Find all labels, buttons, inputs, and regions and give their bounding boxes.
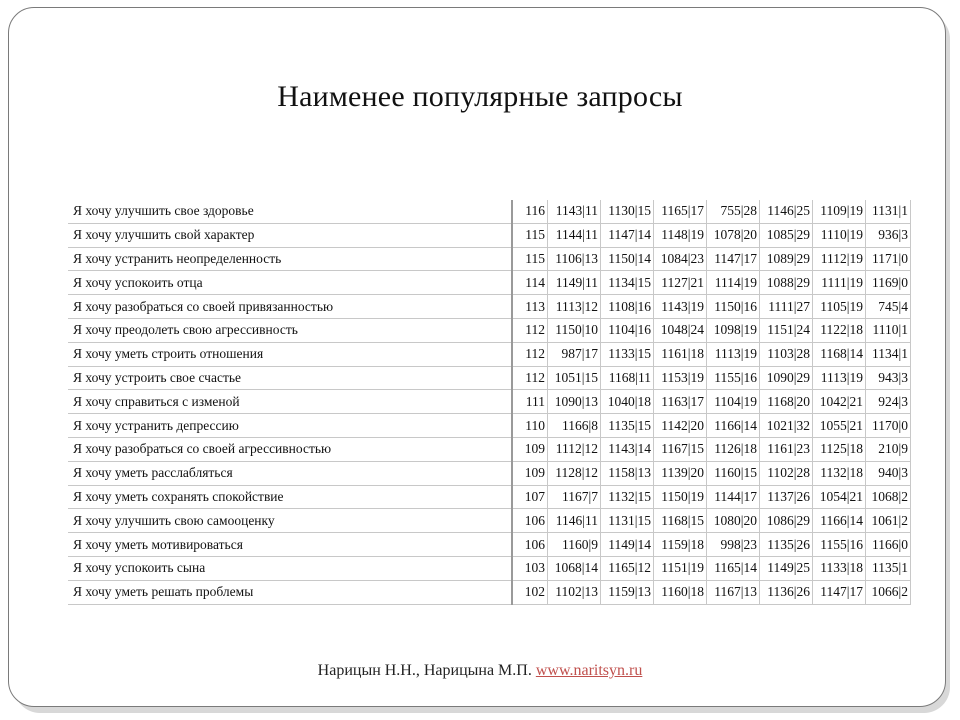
query-cell: Я хочу улучшить свою самооценку [68, 509, 512, 533]
value-cell: 1151|19 [654, 556, 707, 580]
value-cell: 1166|14 [813, 509, 866, 533]
footer-link[interactable]: www.naritsyn.ru [535, 662, 643, 679]
value-cell: 1085|29 [760, 223, 813, 247]
value-cell: 210|9 [866, 437, 911, 461]
table-row [68, 223, 911, 247]
value-cell: 1163|17 [654, 390, 707, 414]
value-cell: 1139|20 [654, 461, 707, 485]
query-cell: Я хочу уметь сохранять спокойствие [68, 485, 512, 509]
value-cell: 1143|19 [654, 295, 707, 319]
value-cell: 1168|11 [601, 366, 654, 390]
table-row [68, 509, 911, 533]
value-cell: 1104|16 [601, 318, 654, 342]
value-cell: 1147|17 [707, 247, 760, 271]
table-row [68, 295, 911, 319]
count-cell: 112 [512, 366, 548, 390]
value-cell: 1142|20 [654, 414, 707, 438]
value-cell: 943|3 [866, 366, 911, 390]
value-cell: 1151|24 [760, 318, 813, 342]
footer [0, 662, 960, 680]
value-cell: 1150|16 [707, 295, 760, 319]
count-cell: 106 [512, 509, 548, 533]
query-cell: Я хочу справиться с изменой [68, 390, 512, 414]
count-cell: 109 [512, 461, 548, 485]
value-cell: 1086|29 [760, 509, 813, 533]
value-cell: 1155|16 [707, 366, 760, 390]
value-cell: 1125|18 [813, 437, 866, 461]
value-cell: 1168|15 [654, 509, 707, 533]
value-cell: 1148|19 [654, 223, 707, 247]
value-cell: 998|23 [707, 533, 760, 557]
value-cell: 1110|1 [866, 318, 911, 342]
table-row [68, 556, 911, 580]
value-cell: 1127|21 [654, 271, 707, 295]
value-cell: 1168|20 [760, 390, 813, 414]
value-cell: 1167|15 [654, 437, 707, 461]
value-cell: 1111|19 [813, 271, 866, 295]
value-cell: 1108|16 [601, 295, 654, 319]
count-cell: 112 [512, 318, 548, 342]
value-cell: 1168|14 [813, 342, 866, 366]
value-cell: 1098|19 [707, 318, 760, 342]
value-cell: 1102|13 [548, 580, 601, 604]
value-cell: 1149|14 [601, 533, 654, 557]
value-cell: 1155|16 [813, 533, 866, 557]
value-cell: 1111|27 [760, 295, 813, 319]
value-cell: 1169|0 [866, 271, 911, 295]
value-cell: 1080|20 [707, 509, 760, 533]
table-row [68, 390, 911, 414]
value-cell: 1146|11 [548, 509, 601, 533]
value-cell: 1143|14 [601, 437, 654, 461]
value-cell: 924|3 [866, 390, 911, 414]
value-cell: 1105|19 [813, 295, 866, 319]
query-cell: Я хочу улучшить свое здоровье [68, 200, 512, 223]
value-cell: 1159|13 [601, 580, 654, 604]
value-cell: 1114|19 [707, 271, 760, 295]
value-cell: 1089|29 [760, 247, 813, 271]
value-cell: 1109|19 [813, 200, 866, 223]
value-cell: 1150|10 [548, 318, 601, 342]
table-row [68, 437, 911, 461]
query-cell: Я хочу уметь строить отношения [68, 342, 512, 366]
value-cell: 1150|14 [601, 247, 654, 271]
value-cell: 1135|26 [760, 533, 813, 557]
count-cell: 115 [512, 223, 548, 247]
value-cell: 1126|18 [707, 437, 760, 461]
value-cell: 1166|8 [548, 414, 601, 438]
value-cell: 940|3 [866, 461, 911, 485]
count-cell: 113 [512, 295, 548, 319]
value-cell: 1135|1 [866, 556, 911, 580]
value-cell: 1090|29 [760, 366, 813, 390]
table-row [68, 318, 911, 342]
table-row [68, 414, 911, 438]
value-cell: 1165|12 [601, 556, 654, 580]
count-cell: 109 [512, 437, 548, 461]
count-cell: 116 [512, 200, 548, 223]
value-cell: 1128|12 [548, 461, 601, 485]
value-cell: 1160|18 [654, 580, 707, 604]
value-cell: 1167|13 [707, 580, 760, 604]
table-row [68, 485, 911, 509]
value-cell: 1143|11 [548, 200, 601, 223]
value-cell: 1061|2 [866, 509, 911, 533]
value-cell: 1144|17 [707, 485, 760, 509]
query-cell: Я хочу преодолеть свою агрессивность [68, 318, 512, 342]
value-cell: 1133|15 [601, 342, 654, 366]
value-cell: 1106|13 [548, 247, 601, 271]
value-cell: 1135|15 [601, 414, 654, 438]
value-cell: 1054|21 [813, 485, 866, 509]
value-cell: 936|3 [866, 223, 911, 247]
query-cell: Я хочу уметь решать проблемы [68, 580, 512, 604]
value-cell: 1112|19 [813, 247, 866, 271]
value-cell: 1134|15 [601, 271, 654, 295]
value-cell: 1130|15 [601, 200, 654, 223]
value-cell: 1113|19 [707, 342, 760, 366]
table-row [68, 247, 911, 271]
value-cell: 1166|0 [866, 533, 911, 557]
value-cell: 1068|14 [548, 556, 601, 580]
value-cell: 1112|12 [548, 437, 601, 461]
value-cell: 1048|24 [654, 318, 707, 342]
value-cell: 1113|12 [548, 295, 601, 319]
count-cell: 106 [512, 533, 548, 557]
value-cell: 1160|15 [707, 461, 760, 485]
count-cell: 103 [512, 556, 548, 580]
table-row [68, 366, 911, 390]
value-cell: 1078|20 [707, 223, 760, 247]
value-cell: 745|4 [866, 295, 911, 319]
table-row [68, 461, 911, 485]
queries-table [68, 200, 911, 605]
query-cell: Я хочу разобраться со своей привязанностью [68, 295, 512, 319]
value-cell: 1165|14 [707, 556, 760, 580]
value-cell: 1113|19 [813, 366, 866, 390]
footer-authors: Нарицын Н.Н., Нарицына М.П. [317, 662, 532, 679]
value-cell: 1110|19 [813, 223, 866, 247]
value-cell: 1170|0 [866, 414, 911, 438]
value-cell: 1147|17 [813, 580, 866, 604]
count-cell: 115 [512, 247, 548, 271]
value-cell: 1149|25 [760, 556, 813, 580]
value-cell: 1042|21 [813, 390, 866, 414]
value-cell: 1131|15 [601, 509, 654, 533]
query-cell: Я хочу уметь расслабляться [68, 461, 512, 485]
value-cell: 1104|19 [707, 390, 760, 414]
value-cell: 1133|18 [813, 556, 866, 580]
value-cell: 1021|32 [760, 414, 813, 438]
value-cell: 1103|28 [760, 342, 813, 366]
value-cell: 1146|25 [760, 200, 813, 223]
query-cell: Я хочу успокоить отца [68, 271, 512, 295]
value-cell: 1160|9 [548, 533, 601, 557]
count-cell: 110 [512, 414, 548, 438]
value-cell: 1161|23 [760, 437, 813, 461]
value-cell: 1132|18 [813, 461, 866, 485]
value-cell: 1131|1 [866, 200, 911, 223]
table-row [68, 200, 911, 223]
value-cell: 1171|0 [866, 247, 911, 271]
table-row [68, 580, 911, 604]
value-cell: 1122|18 [813, 318, 866, 342]
count-cell: 102 [512, 580, 548, 604]
query-cell: Я хочу успокоить сына [68, 556, 512, 580]
table-row [68, 533, 911, 557]
value-cell: 1158|13 [601, 461, 654, 485]
value-cell: 1166|14 [707, 414, 760, 438]
table-row [68, 342, 911, 366]
value-cell: 1165|17 [654, 200, 707, 223]
query-cell: Я хочу устроить свое счастье [68, 366, 512, 390]
value-cell: 1147|14 [601, 223, 654, 247]
query-cell: Я хочу устранить депрессию [68, 414, 512, 438]
value-cell: 1150|19 [654, 485, 707, 509]
value-cell: 1102|28 [760, 461, 813, 485]
value-cell: 1144|11 [548, 223, 601, 247]
query-cell: Я хочу улучшить свой характер [68, 223, 512, 247]
value-cell: 1090|13 [548, 390, 601, 414]
query-cell: Я хочу разобраться со своей агрессивностью [68, 437, 512, 461]
value-cell: 987|17 [548, 342, 601, 366]
value-cell: 1161|18 [654, 342, 707, 366]
value-cell: 1066|2 [866, 580, 911, 604]
slide-title: Наименее популярные запросы [277, 80, 683, 113]
value-cell: 1134|1 [866, 342, 911, 366]
count-cell: 107 [512, 485, 548, 509]
value-cell: 1137|26 [760, 485, 813, 509]
value-cell: 755|28 [707, 200, 760, 223]
value-cell: 1068|2 [866, 485, 911, 509]
query-cell: Я хочу уметь мотивироваться [68, 533, 512, 557]
count-cell: 111 [512, 390, 548, 414]
query-cell: Я хочу устранить неопределенность [68, 247, 512, 271]
value-cell: 1084|23 [654, 247, 707, 271]
value-cell: 1055|21 [813, 414, 866, 438]
value-cell: 1088|29 [760, 271, 813, 295]
table-row [68, 271, 911, 295]
value-cell: 1132|15 [601, 485, 654, 509]
value-cell: 1159|18 [654, 533, 707, 557]
value-cell: 1040|18 [601, 390, 654, 414]
count-cell: 114 [512, 271, 548, 295]
value-cell: 1136|26 [760, 580, 813, 604]
value-cell: 1149|11 [548, 271, 601, 295]
count-cell: 112 [512, 342, 548, 366]
value-cell: 1167|7 [548, 485, 601, 509]
value-cell: 1153|19 [654, 366, 707, 390]
value-cell: 1051|15 [548, 366, 601, 390]
